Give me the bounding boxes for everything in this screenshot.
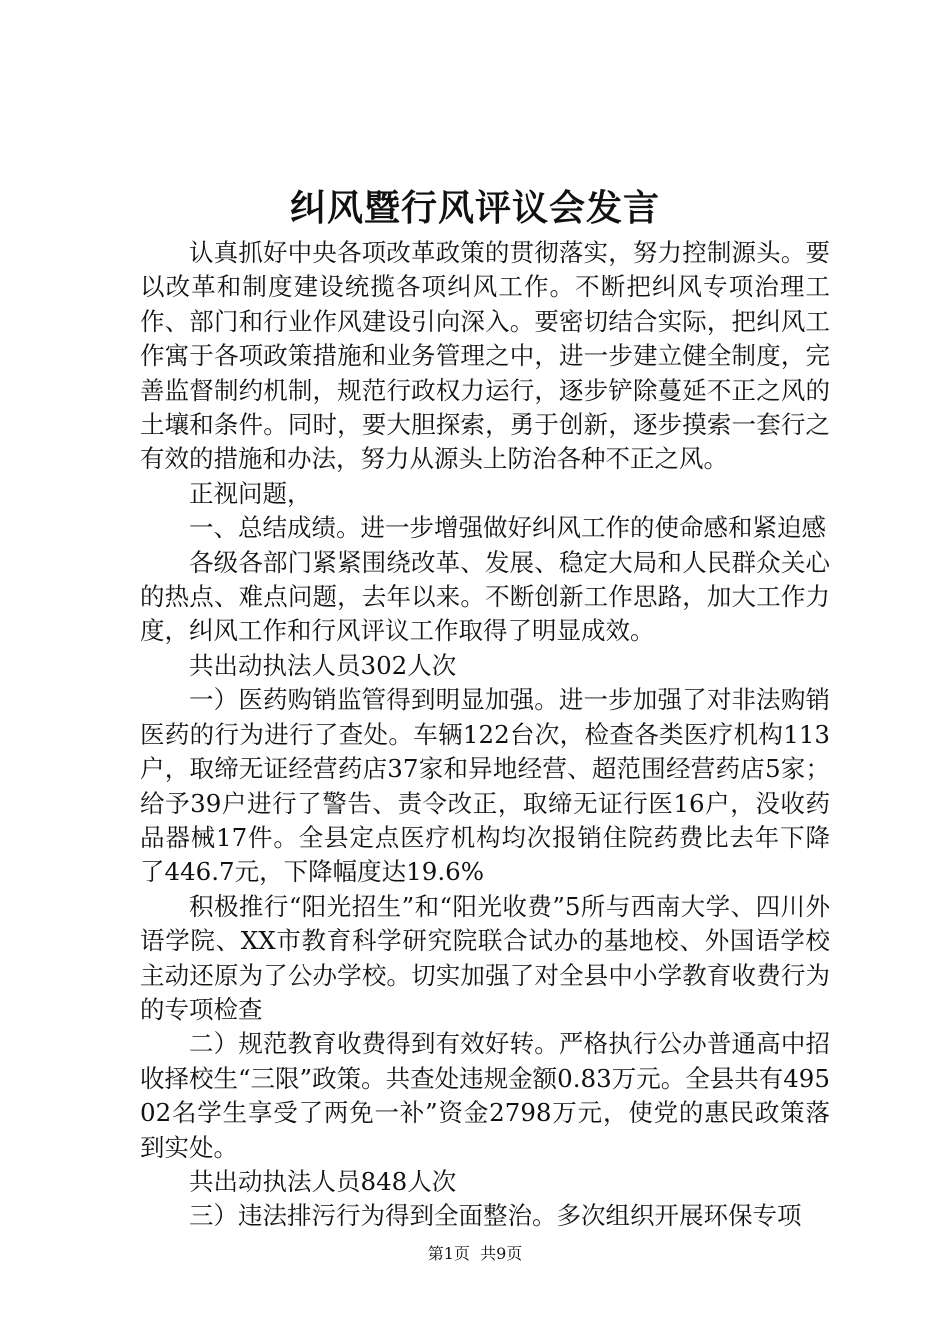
paragraph: 一、总结成绩。进一步增强做好纠风工作的使命感和紧迫感 bbox=[189, 513, 826, 543]
document-body bbox=[140, 236, 830, 1234]
paragraph: 各级各部门紧紧围绕改革、发展、稳定大局和人民群众关心的热点、难点问题，去年以来。不断创新工作思路，加大工作力度，纠风工作和行风评议工作取得了明显成效。 bbox=[140, 547, 830, 646]
page-number: 第1页 bbox=[427, 1244, 470, 1263]
paragraph: 认真抓好中央各项改革政策的贯彻落实，努力控制源头。要以改革和制度建设统揽各项纠风工作。不断把纠风专项治理工作、部门和行业作风建设引向深入。要密切结合实际，把纠风工作寓于各项政策措施和业务管理之中，进一步建立健全制度，完善监督制约机制，规范行政权力运行，逐步铲除蔓延不正之风的土壤和条件。同时，要大胆探索，勇于创新，逐步摸索一套行之有效的措施和办法，努力从源头上防治各种不正之风。 bbox=[140, 238, 830, 474]
page-footer bbox=[0, 1243, 950, 1265]
page-title: 纠风暨行风评议会发言 bbox=[289, 187, 660, 229]
paragraph: 共出动执法人员848人次 bbox=[189, 1166, 457, 1196]
paragraph: 一）医药购销监管得到明显加强。进一步加强了对非法购销医药的行为进行了查处。车辆122台次，检查各类医疗机构113户，取缔无证经营药店37家和异地经营、超范围经营药店5家；给予39户进行了警告、责令改正，取缔无证行医16户，没收药品器械17件。全县定点医疗机构均次报销住院药费比去年下降了446.7元，下降幅度达19.6% bbox=[140, 685, 830, 887]
paragraph: 共出动执法人员302人次 bbox=[189, 650, 457, 680]
paragraph: 积极推行“阳光招生”和“阳光收费”5所与西南大学、四川外语学院、XX市教育科学研究院联合试办的基地校、外国语学校主动还原为了公办学校。切实加强了对全县中小学教育收费行为的专项检查 bbox=[140, 891, 830, 1024]
paragraph: 二）规范教育收费得到有效好转。严格执行公办普通高中招收择校生“三限”政策。共查处违规金额0.83万元。全县共有49502名学生享受了两免一补”资金2798万元，使党的惠民政策落到实处。 bbox=[140, 1029, 830, 1162]
paragraph: 三）违法排污行为得到全面整治。多次组织开展环保专项 bbox=[189, 1201, 802, 1231]
page-total: 共9页 bbox=[480, 1244, 523, 1263]
paragraph: 正视问题， bbox=[189, 478, 312, 508]
